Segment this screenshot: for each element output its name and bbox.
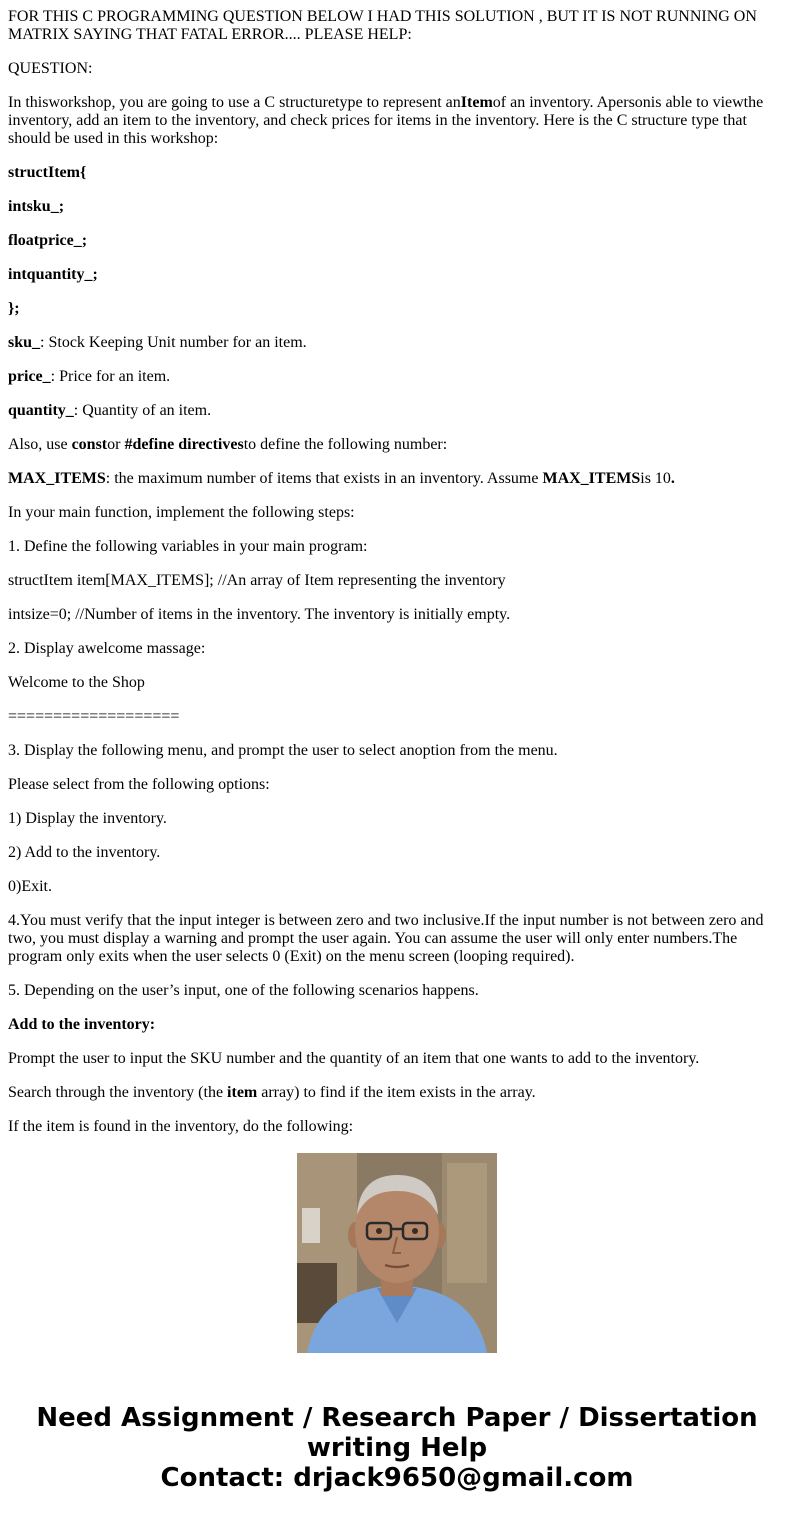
text-run: ===================	[8, 708, 180, 725]
footer-line-2: writing Help	[306, 1433, 488, 1463]
bold-text: structItem{	[8, 164, 87, 181]
person-portrait-icon	[297, 1153, 497, 1353]
text-run: of an inventory. Apersonis able to viewthe inventory, add an item to the inventory, and check prices for items in the inventory. Here is the C structure type that should be used in this workshop:	[8, 94, 764, 147]
paragraph	[8, 844, 784, 862]
bold-text: #define directives	[124, 436, 244, 453]
paragraph	[8, 538, 784, 556]
text-run: or	[107, 436, 125, 453]
bold-text: MAX_ITEMS	[8, 470, 106, 487]
paragraph	[8, 266, 784, 284]
text-run: FOR THIS C PROGRAMMING QUESTION BELOW I HAD THIS SOLUTION , BUT IT IS NOT RUNNING ON MATRIX SAYING THAT FATAL ERROR.... PLEASE HELP:	[8, 8, 757, 43]
text-run: : Quantity of an item.	[73, 402, 212, 419]
contact-footer	[0, 1403, 794, 1493]
paragraph	[8, 368, 784, 386]
text-run: Also, use	[8, 436, 72, 453]
paragraph	[8, 982, 784, 1000]
footer-contact: Contact: drjack9650@gmail.com	[160, 1463, 634, 1493]
paragraph	[8, 708, 784, 726]
bold-text: MAX_ITEMS	[542, 470, 641, 487]
paragraph	[8, 402, 784, 420]
paragraph	[8, 60, 784, 78]
text-run: to define the following number:	[243, 436, 448, 453]
text-run: : Price for an item.	[50, 368, 171, 385]
text-run: 3. Display the following menu, and prompt the user to select anoption from the menu.	[8, 742, 558, 759]
text-run: Search through the inventory (the	[8, 1084, 228, 1101]
paragraph	[8, 572, 784, 590]
paragraph	[8, 674, 784, 692]
paragraph	[8, 1084, 784, 1102]
text-run: 1) Display the inventory.	[8, 810, 167, 827]
paragraph	[8, 776, 784, 794]
paragraph	[8, 912, 784, 966]
paragraph	[8, 334, 784, 352]
bold-text: Item	[460, 94, 493, 111]
bold-text: floatprice_;	[8, 232, 88, 249]
bold-text: };	[8, 300, 20, 317]
text-run: structItem item[MAX_ITEMS]; //An array of Item representing the inventory	[8, 572, 506, 589]
bold-text: const	[71, 436, 108, 453]
text-run: intsize=0; //Number of items in the inventory. The inventory is initially empty.	[8, 606, 511, 623]
text-run: 1. Define the following variables in your main program:	[8, 538, 368, 555]
paragraph	[8, 1050, 784, 1068]
paragraph	[8, 810, 784, 828]
text-run: In thisworkshop, you are going to use a C structuretype to represent an	[8, 94, 461, 111]
text-run: QUESTION:	[8, 60, 93, 77]
text-run: : Stock Keeping Unit number for an item.	[40, 334, 307, 351]
text-run: 2. Display awelcome massage:	[8, 640, 206, 657]
bold-text: intsku_;	[8, 198, 65, 215]
text-run: array) to find if the item exists in the array.	[257, 1084, 536, 1101]
text-run: Welcome to the Shop	[8, 674, 145, 691]
paragraph	[8, 742, 784, 760]
paragraph	[8, 94, 784, 148]
footer-line-1: Need Assignment / Research Paper / Dissertation	[36, 1403, 758, 1433]
author-photo	[297, 1153, 497, 1353]
text-run: Please select from the following options:	[8, 776, 270, 793]
text-run: is 10	[640, 470, 671, 487]
bold-text: item	[227, 1084, 258, 1101]
paragraph	[8, 878, 784, 896]
paragraph	[8, 436, 784, 454]
bold-text: price_	[8, 368, 51, 385]
text-run: : the maximum number of items that exists in an inventory. Assume	[105, 470, 543, 487]
paragraph	[8, 8, 784, 44]
paragraph	[8, 1016, 784, 1034]
paragraph	[8, 640, 784, 658]
paragraph	[8, 164, 784, 182]
bold-text: Add to the inventory:	[8, 1016, 156, 1033]
text-run: 0)Exit.	[8, 878, 52, 895]
bold-text: intquantity_;	[8, 266, 98, 283]
bold-text: sku_	[8, 334, 41, 351]
paragraph	[8, 300, 784, 318]
paragraph	[8, 1118, 784, 1136]
bold-text: .	[670, 470, 675, 487]
text-run: 4.You must verify that the input integer is between zero and two inclusive.If the input number is not between zero and two, you must display a warning and prompt the user again. You can assume the user will only enter numbers.The program only exits when the user selects 0 (Exit) on the menu screen (looping required).	[8, 912, 764, 965]
text-run: Prompt the user to input the SKU number and the quantity of an item that one wants to add to the inventory.	[8, 1050, 700, 1067]
text-run: 5. Depending on the user’s input, one of the following scenarios happens.	[8, 982, 479, 999]
text-run: If the item is found in the inventory, do the following:	[8, 1118, 354, 1135]
paragraph	[8, 504, 784, 522]
paragraph	[8, 198, 784, 216]
paragraph	[8, 606, 784, 624]
paragraph	[8, 470, 784, 488]
paragraph	[8, 232, 784, 250]
question-document	[8, 0, 784, 1135]
text-run: 2) Add to the inventory.	[8, 844, 161, 861]
text-run: In your main function, implement the following steps:	[8, 504, 355, 521]
bold-text: quantity_	[8, 402, 74, 419]
